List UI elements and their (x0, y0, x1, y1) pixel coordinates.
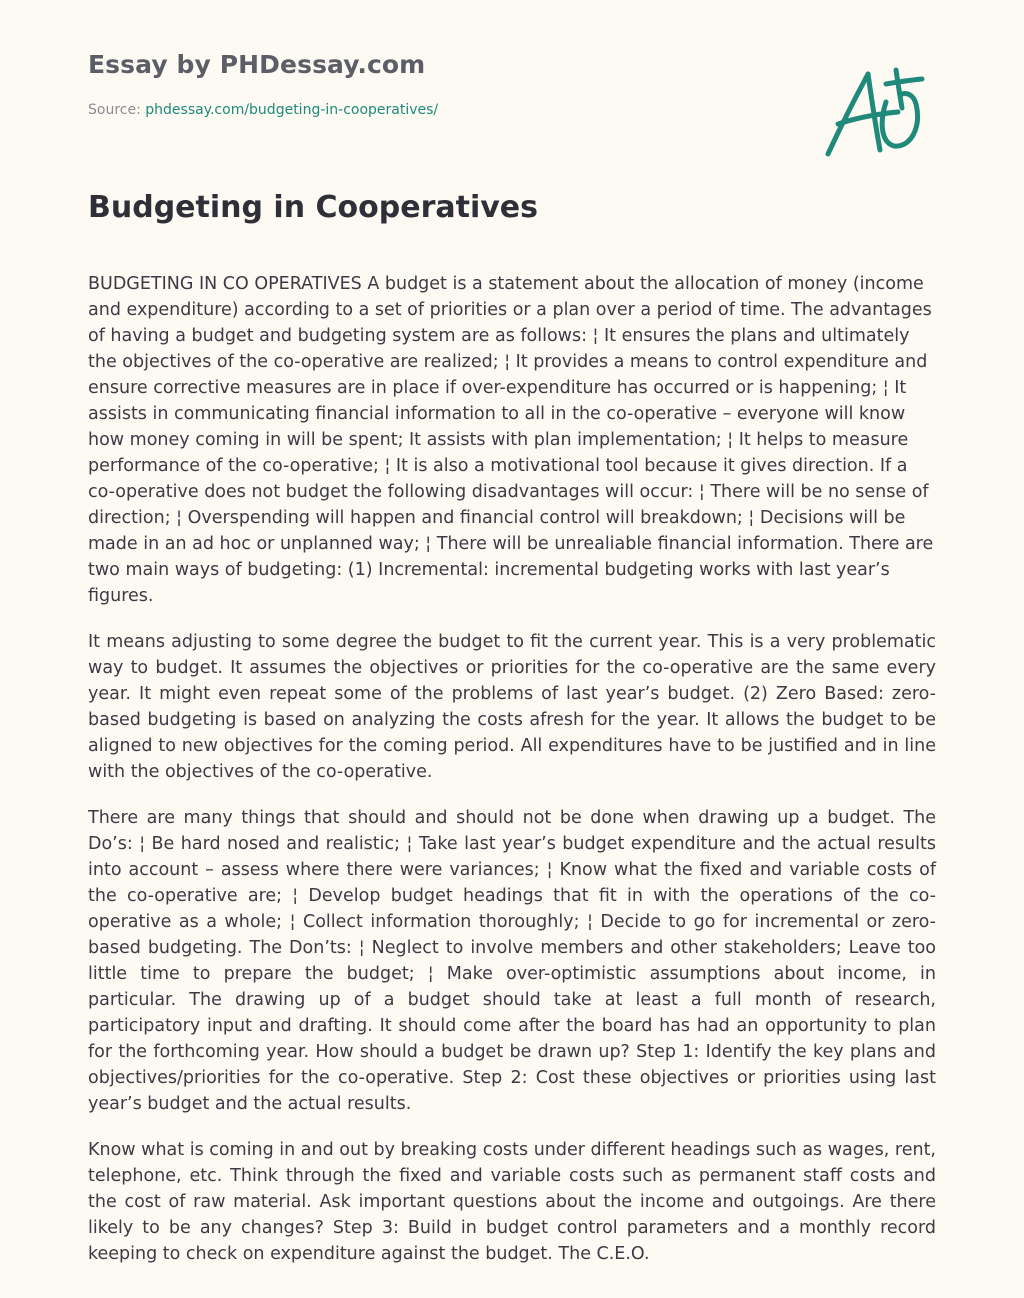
essay-paragraph-1: BUDGETING IN CO OPERATIVES A budget is a statement about the allocation of money (income and expenditure) according to a set of priorities or a plan over a period of time. The advantages of having a budget and budgeting system are as follows: ¦ It ensures the plans and ultimately the objectives of the co-operative are realized; ¦ It provides a means to control expenditure and ensure corrective measures are in place if over-expenditure has occurred or is happening; ¦ It assists in communicating financial information to all in the co-operative – everyone will know how money coming in will be spent; It assists with plan implementation; ¦ It helps to measure performance of the co-operative; ¦ It is also a motivational tool because it gives direction. If a co-operative does not budget the following disadvantages will occur: ¦ There will be no sense of direction; ¦ Overspending will happen and financial control will breakdown; ¦ Decisions will be made in an ad hoc or unplanned way; ¦ There will be unrealiable financial information. There are two main ways of budgeting: (1) Incremental: incremental budgeting works with last year’s figures. (88, 274, 934, 606)
essay-title: Budgeting in Cooperatives (88, 190, 538, 225)
source-line (88, 102, 438, 118)
essay-paragraph-2: It means adjusting to some degree the budget to fit the current year. This is a very problematic way to budget. It assumes the objectives or priorities for the co-operative are the same every year. It might even repeat some of the problems of last year’s budget. (2) Zero Based: zero-based budgeting is based on analyzing the costs afresh for the year. It allows the budget to be aligned to new objectives for the coming period. All expenditures have to be justified and in line with the objectives of the co-operative. (88, 632, 936, 782)
essay-body (88, 271, 936, 1264)
essay-paragraph-3: There are many things that should and should not be done when drawing up a budget. The Do’s: ¦ Be hard nosed and realistic; ¦ Take last year’s budget expenditure and the actual results into account – assess where there were variances; ¦ Know what the fixed and variable costs of the co-operative are; ¦ Develop budget headings that fit in with the operations of the co-operative as a whole; ¦ Collect information thoroughly; ¦ Decide to go for incremental or zero-based budgeting. The Don’ts: ¦ Neglect to involve members and other stakeholders; Leave too little time to prepare the budget; ¦ Make over-optimistic assumptions about income, in particular. The drawing up of a budget should take at least a full month of research, participatory input and drafting. It should come after the board has had an opportunity to plan for the forthcoming year. How should a budget be drawn up? Step 1: Identify the key plans and objectives/priorities for the co-operative. Step 2: Cost these objectives or priorities using last year’s budget and the actual results. (88, 808, 936, 1114)
a-plus-grade-icon (818, 62, 928, 164)
site-brand: Essay by PHDessay.com (88, 50, 426, 79)
essay-paragraph-4: Know what is coming in and out by breaking costs under different headings such as wages, rent, telephone, etc. Think through the fixed and variable costs such as permanent staff costs and the cost of raw material. Ask important questions about the income and outgoings. Are there likely to be any changes? Step 3: Build in budget control parameters and a monthly record keeping to check on expenditure against the budget. The C.E.O. (88, 1140, 936, 1264)
source-label: Source: (88, 102, 146, 118)
source-link[interactable]: phdessay.com/budgeting-in-cooperatives/ (145, 102, 439, 118)
